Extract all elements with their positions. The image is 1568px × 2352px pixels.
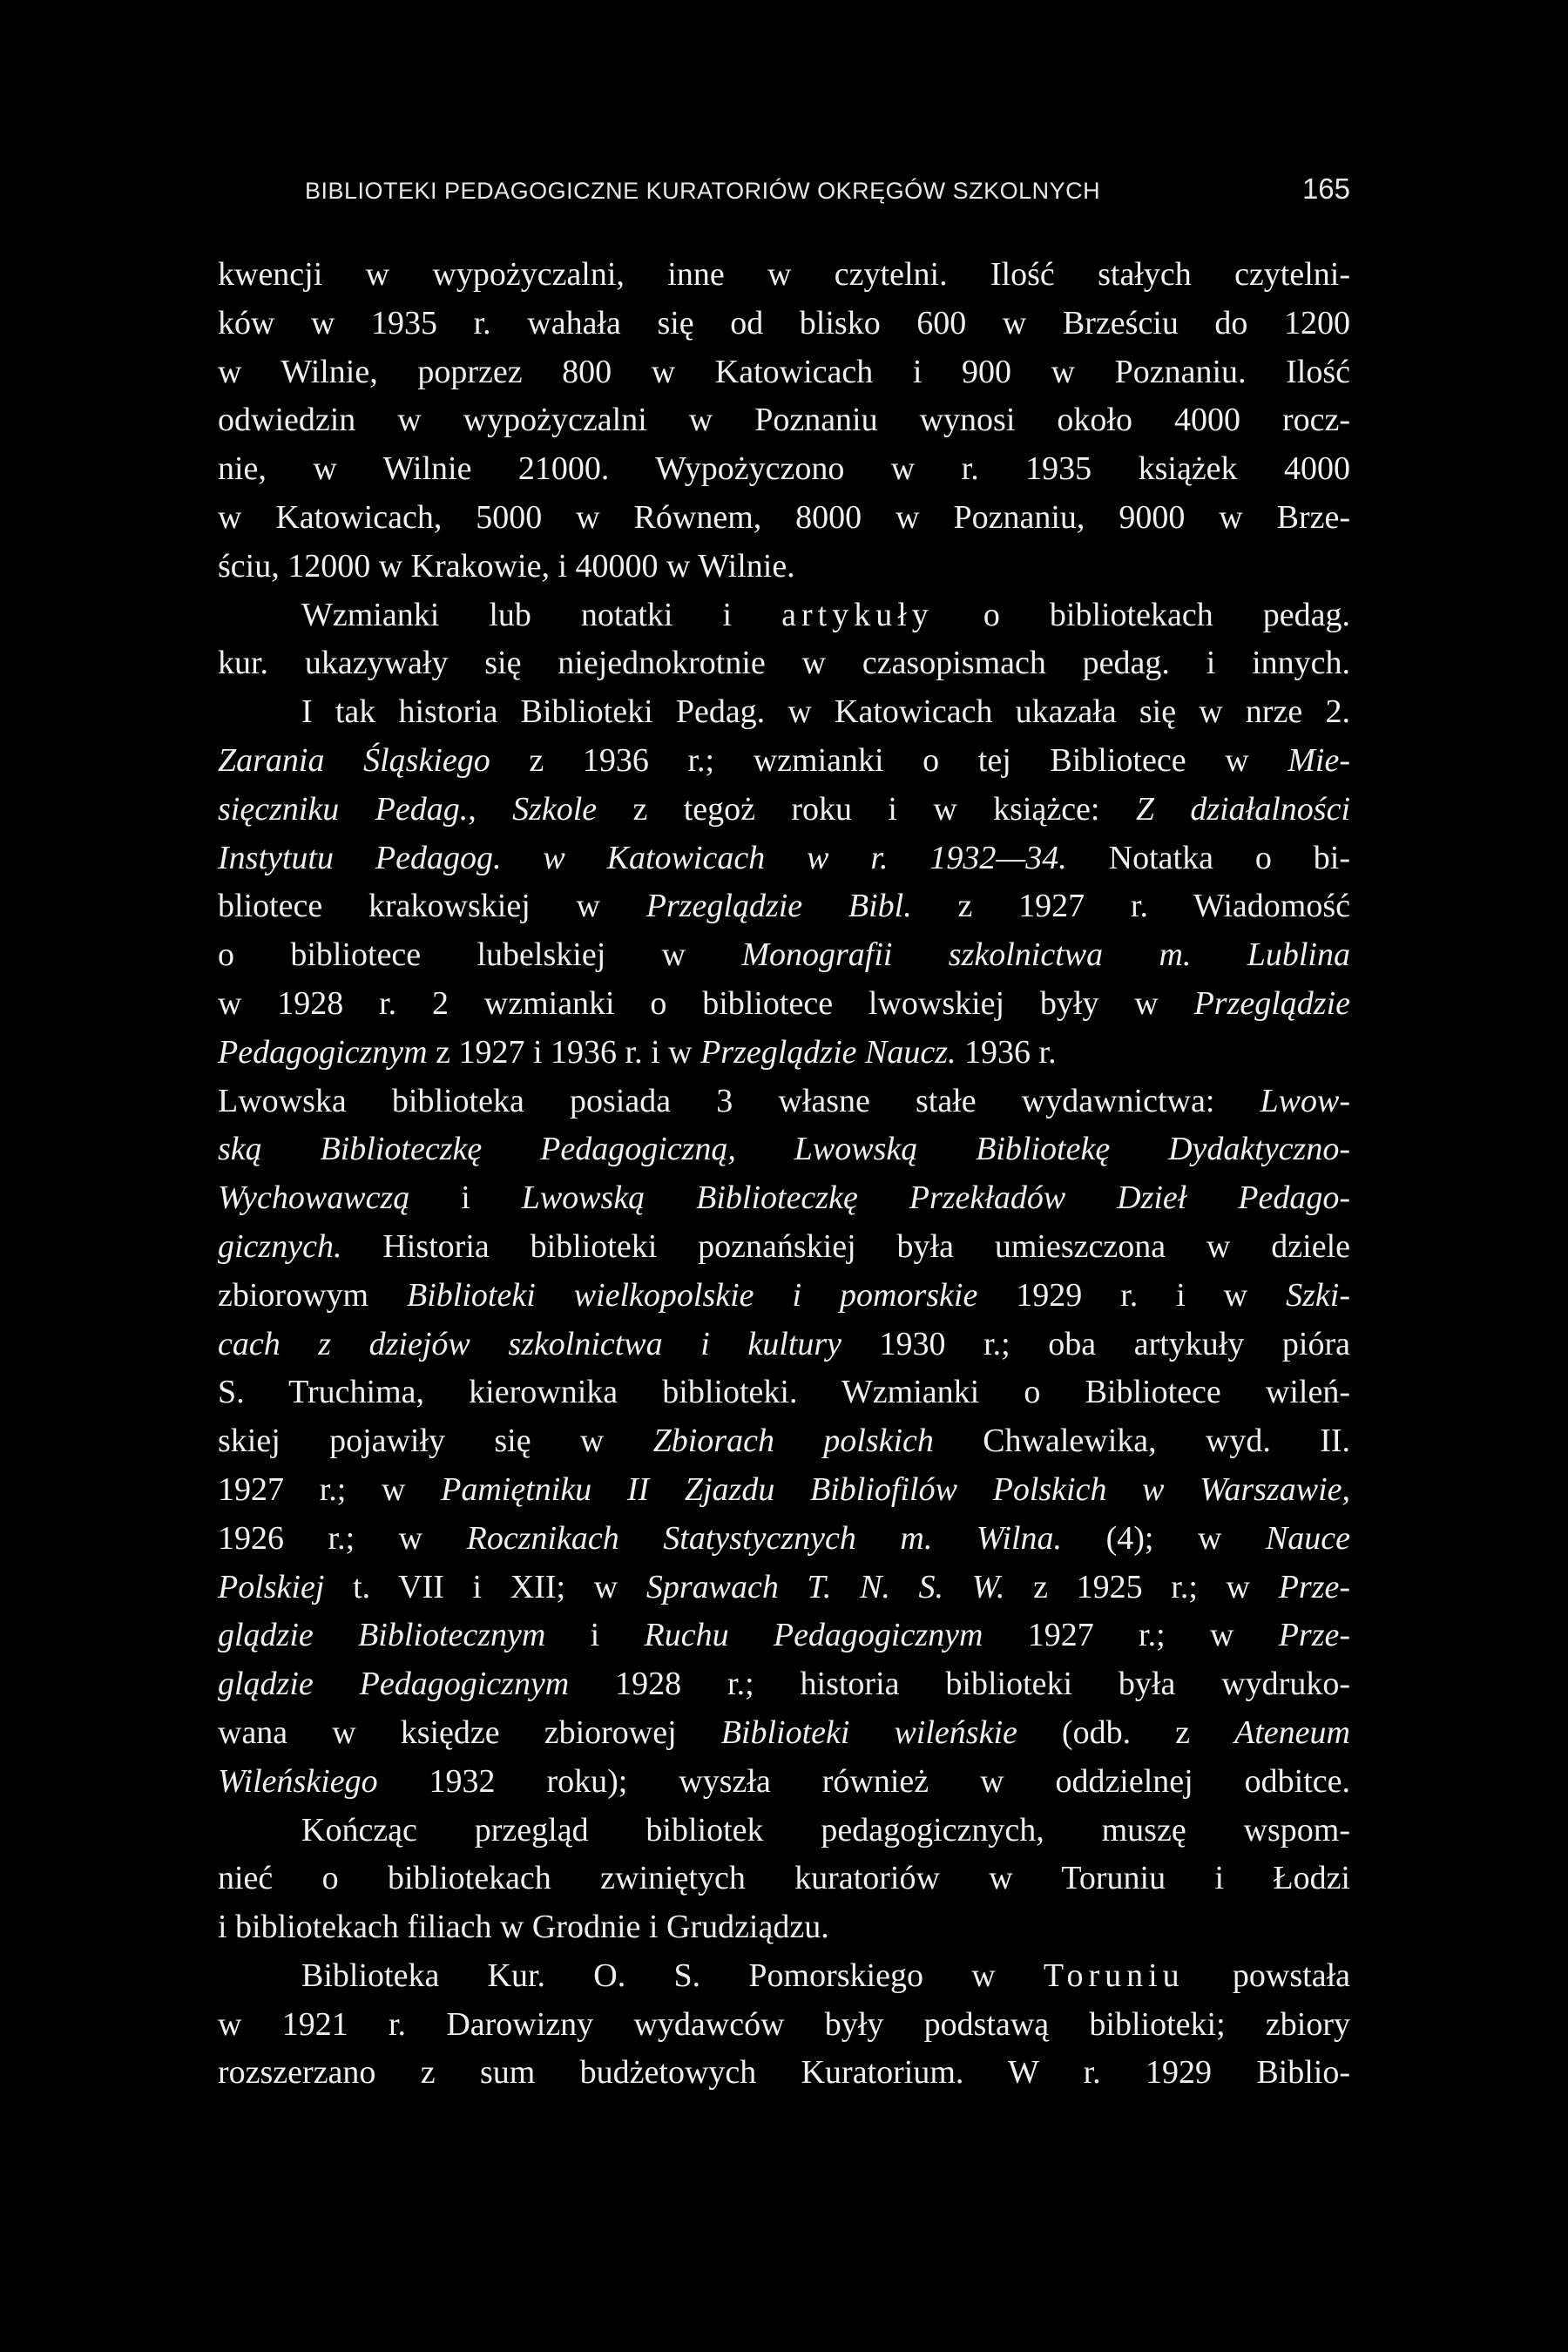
text-segment: w 1928 r. 2 wzmianki o bibliotece lwowskiej były w: [218, 984, 1194, 1022]
text-line: [218, 1564, 1350, 1612]
italic-title: Monografii szkolnictwa m. Lublina: [741, 936, 1350, 974]
italic-title: Wileńskiego: [218, 1762, 378, 1800]
text-line: [218, 1660, 1350, 1709]
italic-title: glądzie Pedagogicznym: [218, 1666, 570, 1703]
text-segment: w 1921 r. Darowizny wydawców były podstawą biblioteki; zbiory: [218, 2005, 1350, 2043]
text-segment: i bibliotekach filiach w Grodnie i Grudziądzu.: [218, 1909, 829, 1946]
italic-title: Przeglądzie Bibl.: [645, 888, 912, 925]
italic-title: Nauce: [1265, 1519, 1350, 1557]
text-segment: t. VII i XII; w: [324, 1568, 646, 1605]
text-segment: kwencji w wypożyczalni, inne w czytelni. Ilość stałych czytelni-: [218, 256, 1350, 293]
italic-title: Pedagogicznym: [218, 1033, 428, 1071]
text-line: [218, 445, 1350, 494]
text-segment: (odb. z: [1017, 1713, 1235, 1751]
text-segment: artykuły: [781, 596, 934, 633]
text-line: [218, 1272, 1350, 1321]
text-segment: z tegoż roku i w książce:: [597, 790, 1136, 828]
text-segment: 1927 r.; w: [983, 1617, 1279, 1654]
italic-title: Pamiętniku II Zjazdu Bibliofilów Polskich w Warszawie,: [441, 1470, 1350, 1508]
italic-title: Polskiej: [218, 1568, 325, 1605]
text-segment: 1930 r.; oba artykuły pióra: [841, 1325, 1350, 1362]
italic-title: Zarania Śląskiego: [218, 741, 490, 779]
text-segment: Lwowska biblioteka posiada 3 własne stałe wydawnictwa:: [218, 1082, 1260, 1119]
text-line: [218, 1466, 1350, 1515]
text-segment: z 1927 i 1936 r. i w: [427, 1033, 701, 1071]
text-line: [218, 1078, 1350, 1126]
text-line: [218, 2001, 1350, 2050]
page-number: 165: [1301, 172, 1350, 205]
italic-title: Prze-: [1278, 1568, 1350, 1605]
italic-title: ską Biblioteczkę Pedagogiczną, Lwowską Bibliotekę Dydaktyczno-: [218, 1131, 1350, 1168]
text-line: [218, 1709, 1350, 1758]
text-segment: nieć o bibliotekach zwiniętych kuratoriów w Toruniu i Łodzi: [218, 1860, 1350, 1897]
text-segment: z 1927 r. Wiadomość: [911, 888, 1350, 925]
text-segment: Toruniu: [1043, 1957, 1185, 1994]
text-line: [218, 1029, 1350, 1078]
text-segment: Historia biblioteki poznańskiej była umieszczona w dziele: [341, 1227, 1350, 1265]
text-segment: 1926 r.; w: [218, 1519, 467, 1557]
text-segment: Wzmianki lub notatki i: [301, 596, 782, 633]
italic-title: Wychowawczą: [218, 1179, 410, 1217]
text-line: [218, 1223, 1350, 1272]
text-line: [218, 1807, 1350, 1855]
text-line: [218, 1321, 1350, 1369]
text-line: [218, 1174, 1350, 1223]
text-segment: ków w 1935 r. wahała się od blisko 600 w Brześciu do 1200: [218, 304, 1350, 341]
text-segment: Kończąc przegląd bibliotek pedagogicznych, muszę wspom-: [301, 1811, 1350, 1848]
text-segment: 1928 r.; historia biblioteki była wydruko-: [569, 1666, 1350, 1703]
text-line: [218, 835, 1350, 883]
running-title: BIBLIOTEKI PEDAGOGICZNE KURATORIÓW OKRĘGÓW SZKOLNYCH: [305, 178, 1101, 204]
text-segment: i: [409, 1179, 522, 1217]
italic-title: sięczniku Pedag.: [218, 790, 469, 828]
italic-title: Szki-: [1286, 1276, 1350, 1314]
text-line: [218, 1612, 1350, 1660]
text-line: [218, 1903, 1350, 1952]
text-line: [218, 1369, 1350, 1417]
text-segment: i: [545, 1617, 645, 1654]
text-segment: 1932 roku); wyszła również w oddzielnej odbitce.: [377, 1762, 1350, 1800]
italic-title: glądzie Bibliotecznym: [218, 1617, 546, 1654]
text-segment: S. Truchima, kierownika biblioteki. Wzmianki o Bibliotece wileń-: [218, 1374, 1350, 1411]
italic-title: Biblioteki wileńskie: [720, 1713, 1017, 1751]
text-segment: z 1925 r.; w: [1004, 1568, 1279, 1605]
italic-title: Z działalności: [1135, 790, 1351, 828]
text-segment: Biblioteka Kur. O. S. Pomorskiego w: [301, 1957, 1044, 1994]
text-line: [218, 348, 1350, 397]
italic-title: Prze-: [1278, 1617, 1350, 1654]
text-segment: (4); w: [1062, 1519, 1266, 1557]
italic-title: cach z dziejów szkolnictwa i kultury: [218, 1325, 841, 1362]
text-line: [218, 2049, 1350, 2098]
text-line: [218, 300, 1350, 348]
text-segment: I tak historia Biblioteki Pedag. w Katowicach ukazała się w nrze 2.: [301, 693, 1350, 731]
text-line: [218, 494, 1350, 543]
text-line: [218, 786, 1350, 835]
text-line: [218, 251, 1350, 300]
text-segment: o bibliotekach pedag.: [933, 596, 1350, 633]
running-header: [305, 172, 1350, 214]
text-segment: odwiedzin w wypożyczalni w Poznaniu wynosi około 4000 rocz-: [218, 402, 1350, 439]
text-line: [218, 688, 1350, 737]
italic-title: Przeglądzie Naucz.: [700, 1033, 956, 1071]
text-line: [218, 543, 1350, 591]
text-line: [218, 882, 1350, 931]
text-segment: 1936 r.: [956, 1033, 1057, 1071]
italic-title: Lwowską Biblioteczkę Przekładów Dzieł Pedago-: [521, 1179, 1351, 1217]
text-line: [218, 639, 1350, 688]
text-segment: w Wilnie, poprzez 800 w Katowicach i 900 w Poznaniu. Ilość: [218, 353, 1350, 390]
body-text: [218, 251, 1350, 2098]
text-line: [218, 1417, 1350, 1466]
text-line: [218, 396, 1350, 445]
text-segment: wana w księdze zbiorowej: [218, 1713, 721, 1751]
text-segment: z 1936 r.; wzmianki o tej Bibliotece w: [490, 741, 1288, 779]
text-line: [218, 1855, 1350, 1903]
text-line: [218, 1125, 1350, 1174]
text-segment: w Katowicach, 5000 w Równem, 8000 w Poznaniu, 9000 w Brze-: [218, 498, 1350, 536]
text-segment: bliotece krakowskiej w: [218, 888, 646, 925]
italic-title: Przeglądzie: [1193, 984, 1350, 1022]
text-line: [218, 591, 1350, 640]
italic-title: gicznych.: [218, 1227, 342, 1265]
text-line: [218, 1758, 1350, 1807]
text-line: [218, 931, 1350, 980]
text-line: [218, 980, 1350, 1029]
text-segment: powstała: [1184, 1957, 1350, 1994]
text-segment: kur. ukazywały się niejednokrotnie w czasopismach pedag. i innych.: [218, 645, 1350, 682]
text-segment: ,: [468, 790, 513, 828]
text-segment: nie, w Wilnie 21000. Wypożyczono w r. 1935 książek 4000: [218, 450, 1350, 488]
italic-title: Ateneum: [1234, 1713, 1350, 1751]
italic-title: Szkole: [512, 790, 598, 828]
text-segment: Notatka o bi-: [1066, 839, 1350, 876]
text-segment: 1929 r. i w: [977, 1276, 1287, 1314]
italic-title: Instytutu Pedagog. w Katowicach w r. 1932—34.: [218, 839, 1067, 876]
text-segment: o bibliotece lubelskiej w: [218, 936, 742, 974]
italic-title: Rocznikach Statystycznych m. Wilna.: [466, 1519, 1063, 1557]
text-line: [218, 1952, 1350, 2001]
text-line: [218, 1515, 1350, 1564]
text-segment: zbiorowym: [218, 1276, 408, 1314]
text-segment: Chwalewika, wyd. II.: [933, 1423, 1351, 1460]
italic-title: Ruchu Pedagogicznym: [644, 1617, 983, 1654]
italic-title: Biblioteki wielkopolskie i pomorskie: [407, 1276, 978, 1314]
text-segment: rozszerzano z sum budżetowych Kuratorium. W r. 1929 Biblio-: [218, 2054, 1350, 2092]
italic-title: Lwow-: [1260, 1082, 1350, 1119]
text-segment: skiej pojawiły się w: [218, 1423, 653, 1460]
text-segment: ściu, 12000 w Krakowie, i 40000 w Wilnie.: [218, 547, 795, 585]
italic-title: Mie-: [1288, 741, 1350, 779]
text-segment: 1927 r.; w: [218, 1470, 442, 1508]
italic-title: Zbiorach polskich: [652, 1423, 934, 1460]
text-line: [218, 737, 1350, 786]
italic-title: Sprawach T. N. S. W.: [645, 1568, 1005, 1605]
